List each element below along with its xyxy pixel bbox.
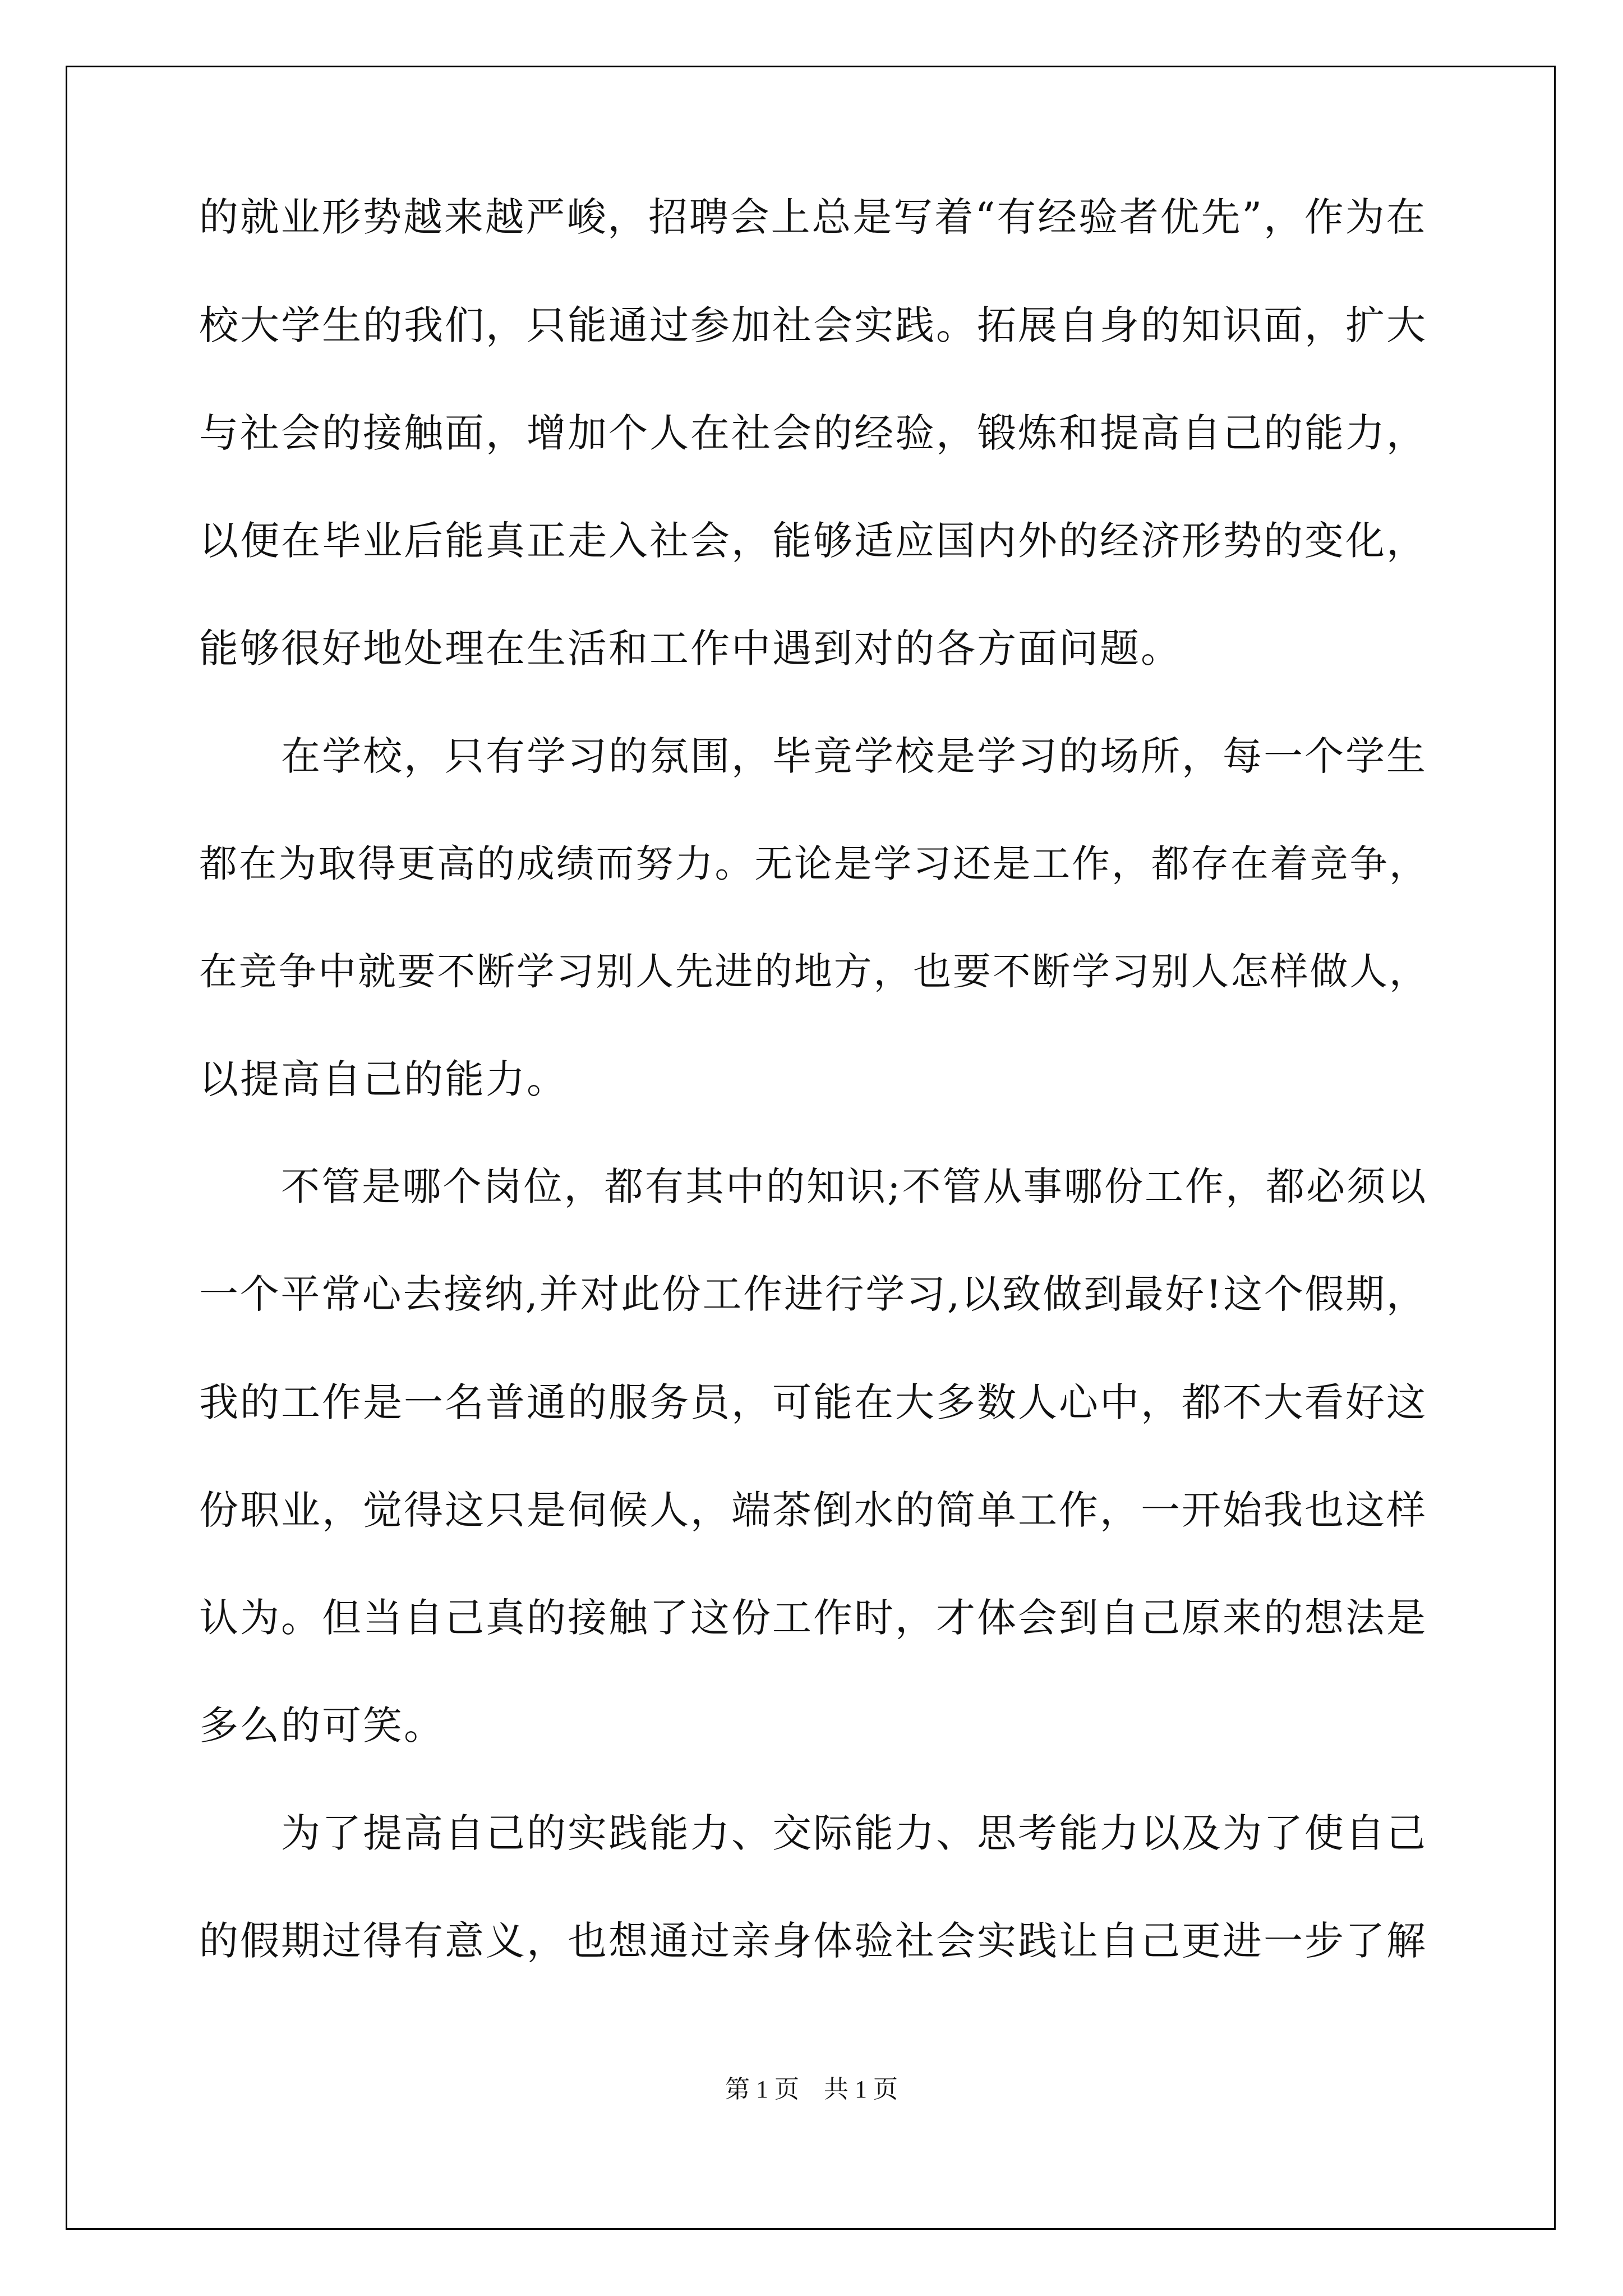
line-gap [199,1537,1427,1591]
line-gap [199,568,1427,622]
text-line: 校大学生的我们，只能通过参加社会实践。拓展自身的知识面，扩大 [199,302,1427,348]
text-line: 以提高自己的能力。 [199,1056,568,1102]
line-gap [199,1106,1427,1160]
line-gap [199,352,1427,406]
text-line: 我的工作是一名普通的服务员，可能在大多数人心中，都不大看好这 [199,1379,1427,1425]
line-gap [199,1214,1427,1268]
line-gap [199,460,1427,514]
line-gap [199,891,1427,945]
paragraph-first-line: 在学校，只有学习的氛围，毕竟学校是学习的场所，每一个学生 [281,733,1427,779]
text-line: 在竞争中就要不断学习别人先进的地方，也要不断学习别人怎样做人， [199,949,1429,993]
line-gap [199,1860,1427,1914]
text-line: 的假期过得有意义，也想通过亲身体验社会实践让自己更进一步了解 [199,1918,1427,1964]
text-line: 多么的可笑。 [199,1703,445,1749]
line-gap [199,245,1427,298]
line-gap [199,1322,1427,1375]
text-line: 都在为取得更高的成绩而努力。无论是学习还是工作，都存在着竞争， [199,841,1429,886]
line-gap [199,783,1427,837]
line-gap [199,675,1427,729]
text-line: 份职业，觉得这只是伺候人，端茶倒水的简单工作，一开始我也这样 [199,1487,1427,1533]
text-line: 一个平常心去接纳,并对此份工作进行学习,以致做到最好!这个假期， [199,1272,1427,1317]
line-gap [199,1429,1427,1483]
document-body [199,191,1427,1968]
line-gap [199,1752,1427,1806]
text-line: 以便在毕业后能真正走入社会，能够适应国内外的经济形势的变化， [199,518,1427,564]
page-footer: 第 1 页 共 1 页 [725,2076,898,2103]
paragraph-first-line: 不管是哪个岗位，都有其中的知识;不管从事哪份工作，都必须以 [281,1165,1428,1209]
text-line: 与社会的接触面，增加个人在社会的经验，锻炼和提高自己的能力， [199,410,1427,456]
text-line: 认为。但当自己真的接触了这份工作时，才体会到自己原来的想法是 [199,1595,1427,1641]
text-line: 能够很好地处理在生活和工作中遇到对的各方面问题。 [199,625,1182,671]
paragraph-first-line: 为了提高自己的实践能力、交际能力、思考能力以及为了使自己 [281,1810,1427,1856]
line-gap [199,1645,1427,1699]
line-gap [199,999,1427,1052]
text-line: 的就业形势越来越严峻，招聘会上总是写着“有经验者优先”，作为在 [199,195,1427,240]
